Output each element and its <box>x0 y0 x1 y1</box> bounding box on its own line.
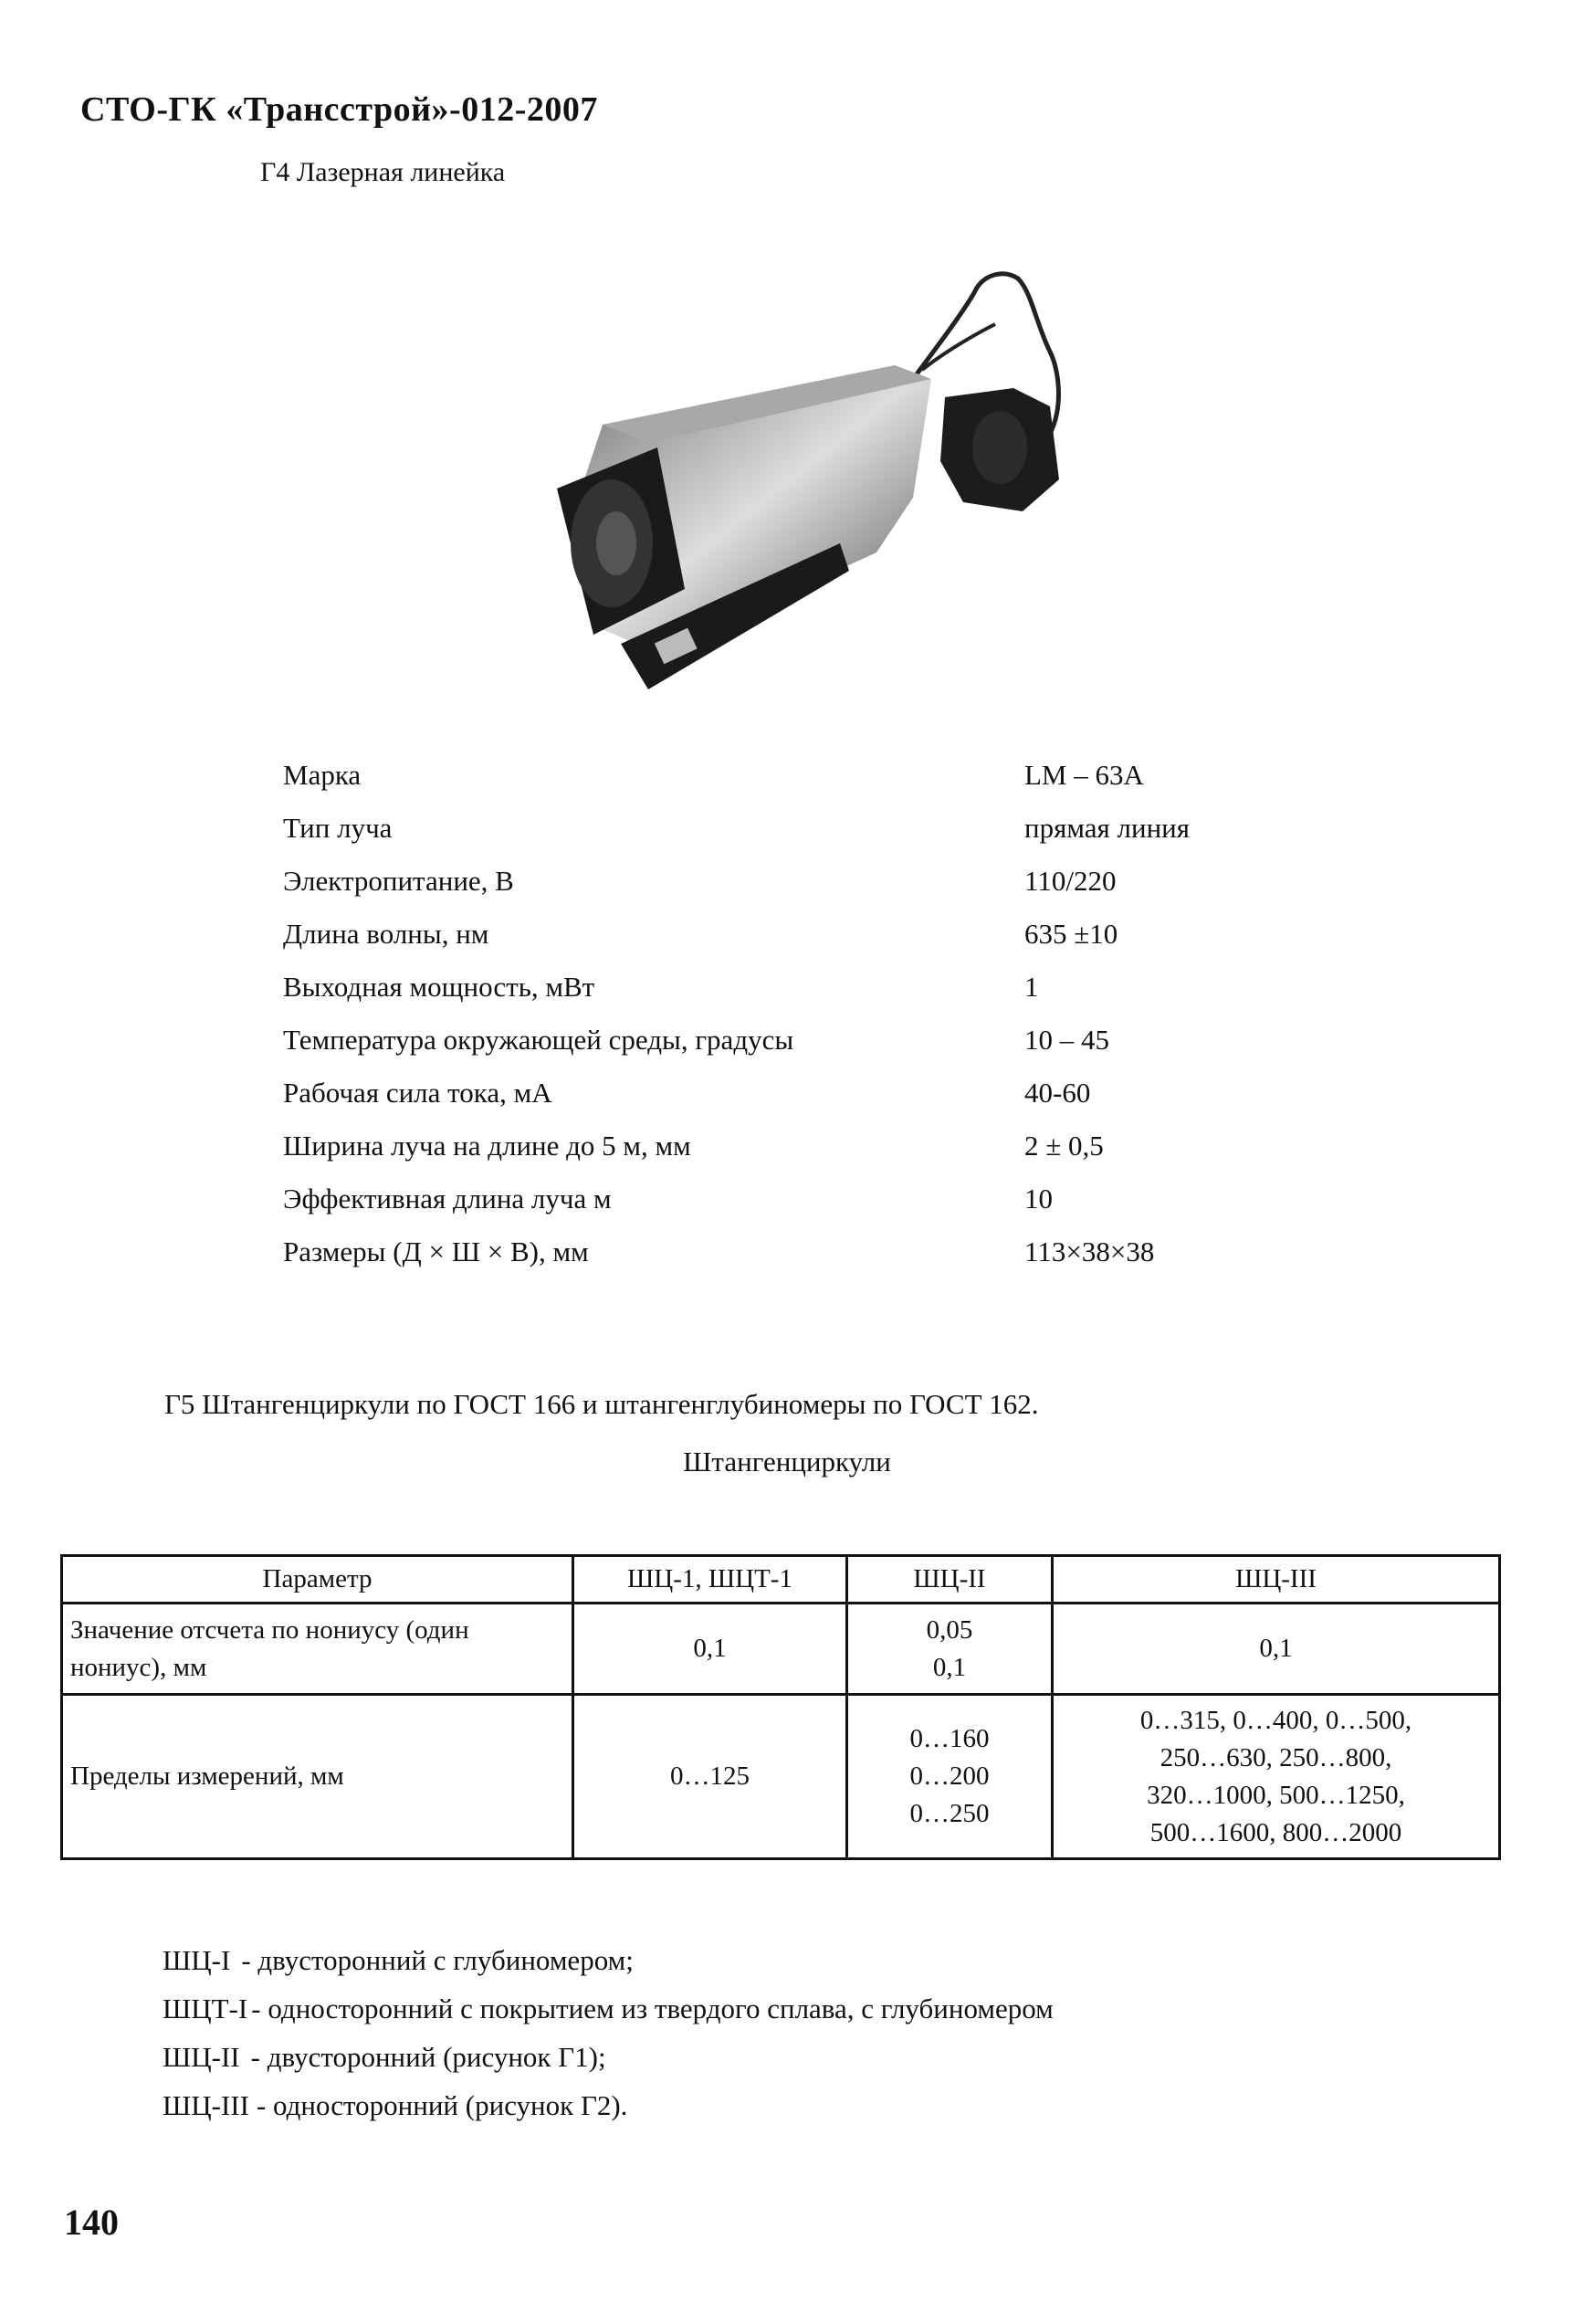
spec-label: Ширина луча на длине до 5 м, мм <box>283 1130 691 1162</box>
table-header-row <box>62 1556 1500 1604</box>
spec-row <box>283 1173 1287 1225</box>
cell-line: 0,05 <box>926 1614 973 1645</box>
spec-row <box>283 1067 1287 1120</box>
spec-row <box>283 1120 1287 1173</box>
note-code: ШЦ-II <box>163 2041 240 2073</box>
spec-value: 635 ±10 <box>1024 918 1118 950</box>
cell-line: 0…200 <box>909 1761 990 1791</box>
table-cell <box>1053 1604 1500 1695</box>
spec-row <box>283 1014 1287 1067</box>
note-item <box>163 2033 1054 2081</box>
table-header-cell: ШЦ-III <box>1053 1556 1500 1604</box>
table-cell <box>1053 1695 1500 1859</box>
spec-value: 110/220 <box>1024 865 1117 897</box>
cell-line: 320…1000, 500…1250, <box>1147 1780 1405 1810</box>
note-item <box>163 1936 1054 1984</box>
spec-value: LM – 63A <box>1024 759 1144 791</box>
table-row <box>62 1695 1500 1859</box>
spec-row <box>283 749 1287 802</box>
spec-label: Электропитание, В <box>283 865 514 897</box>
caliper-table <box>60 1554 1501 1860</box>
spec-label: Эффективная длина луча м <box>283 1183 612 1215</box>
spec-label: Длина волны, нм <box>283 918 489 950</box>
spec-value: 1 <box>1024 971 1039 1003</box>
table-cell <box>847 1695 1053 1859</box>
document-code: СТО-ГК «Трансстрой»-012-2007 <box>80 90 598 129</box>
spec-label: Температура окружающей среды, градусы <box>283 1024 794 1056</box>
table-cell <box>847 1604 1053 1695</box>
notes-list <box>163 1936 1054 2129</box>
section-title-g4: Г4 Лазерная линейка <box>260 157 506 187</box>
spec-value: 10 <box>1024 1183 1053 1215</box>
spec-label: Размеры (Д × Ш × В), мм <box>283 1236 589 1267</box>
table-row <box>62 1604 1500 1695</box>
table-cell-param: Пределы измерений, мм <box>62 1695 573 1859</box>
spec-row <box>283 802 1287 855</box>
spec-label: Марка <box>283 759 362 791</box>
note-code: ШЦТ-I <box>163 1993 248 2024</box>
note-code: ШЦ-I <box>163 1944 231 1976</box>
note-item <box>163 2081 1054 2129</box>
cell-line: 250…630, 250…800, <box>1160 1742 1392 1772</box>
spec-row <box>283 961 1287 1014</box>
laser-level-photo <box>539 269 1068 699</box>
note-item <box>163 1984 1054 2033</box>
note-code: ШЦ-III <box>163 2089 249 2121</box>
spec-label: Выходная мощность, мВт <box>283 971 595 1003</box>
laser-spec-list <box>283 749 1287 1278</box>
note-text: - односторонний (рисунок Г2). <box>256 2089 628 2121</box>
spec-row <box>283 855 1287 908</box>
cell-line: 0,1 <box>932 1652 967 1682</box>
spec-value: 10 – 45 <box>1024 1024 1109 1056</box>
table-cell: 0,1 <box>573 1604 847 1695</box>
cell-line: 0…250 <box>909 1799 990 1828</box>
cell-line: 0…315, 0…400, 0…500, <box>1139 1705 1412 1735</box>
cell-line: 500…1600, 800…2000 <box>1149 1817 1402 1847</box>
table-cell-param: Значение отсчета по нониусу (один нониус), мм <box>62 1604 573 1695</box>
spec-value: 2 ± 0,5 <box>1024 1130 1104 1162</box>
cell-line: 0,1 <box>1259 1634 1293 1663</box>
spec-label: Тип луча <box>283 812 393 844</box>
spec-value: прямая линия <box>1024 812 1191 844</box>
table-header-cell: Параметр <box>62 1556 573 1604</box>
spec-row <box>283 908 1287 961</box>
table-header-cell: ШЦ-II <box>847 1556 1053 1604</box>
note-text: - двусторонний с глубиномером; <box>241 1944 634 1976</box>
spec-value: 40-60 <box>1024 1077 1091 1109</box>
spec-row <box>283 1225 1287 1278</box>
note-text: - односторонний с покрытием из твердого сплава, с глубиномером <box>251 1993 1054 2024</box>
spec-value: 113×38×38 <box>1024 1236 1155 1267</box>
table-header-cell: ШЦ-1, ШЦТ-1 <box>573 1556 847 1604</box>
table-caption: Штангенциркули <box>683 1446 891 1477</box>
spec-label: Рабочая сила тока, мА <box>283 1077 552 1109</box>
page-number: 140 <box>64 2202 119 2243</box>
section-title-g5: Г5 Штангенциркули по ГОСТ 166 и штангенглубиномеры по ГОСТ 162. <box>164 1388 1039 1420</box>
note-text: - двусторонний (рисунок Г1); <box>250 2041 606 2073</box>
table-cell: 0…125 <box>573 1695 847 1859</box>
cell-line: 0…160 <box>909 1724 990 1753</box>
